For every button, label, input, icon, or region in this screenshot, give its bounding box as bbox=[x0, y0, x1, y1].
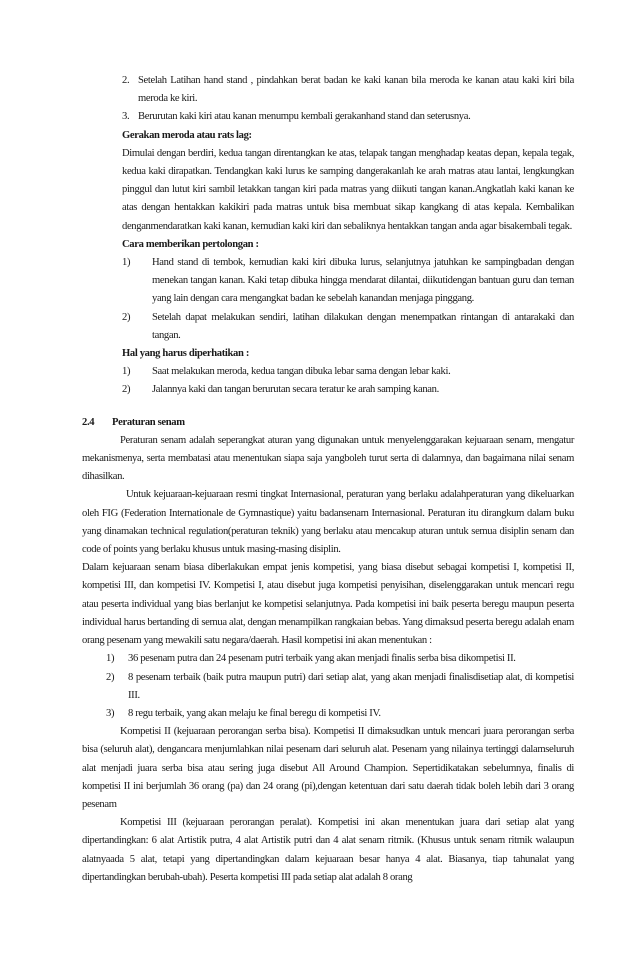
gerakan-heading: Gerakan meroda atau rats lag: bbox=[122, 129, 252, 141]
list-text: Saat melakukan meroda, kedua tangan dibuka lebar sama dengan lebar kaki. bbox=[152, 366, 451, 378]
list-text: 8 regu terbaik, yang akan melaju ke final beregu di kompetisi IV. bbox=[128, 707, 381, 719]
section-heading bbox=[82, 414, 574, 432]
paragraph: Untuk kejuaraan-kejuaraan resmi tingkat Internasional, peraturan yang berlaku adalahperaturan yang dikeluarkan oleh FIG (Federation Internationale de Gymnastique) yaitu badansenam Internasional. Peraturan itu dirangkum dalam buku yang dinamakan technical regulation(peraturan teknik) yang berlaku atau mencakup aturan untuk semua disiplin senam dan code of points yang berlaku khusus untuk masing-masing disiplin. bbox=[82, 489, 574, 556]
list-text: 8 pesenam terbaik (baik putra maupun putri) dari setiap alat, yang akan menjadi finalisdisetiap alat, di kompetisi III. bbox=[128, 671, 574, 701]
pertolongan-heading: Cara memberikan pertolongan : bbox=[122, 238, 259, 250]
list-number: 2) bbox=[106, 671, 115, 683]
paragraph: Kompetisi II (kejuaraan perorangan serba bisa). Kompetisi II dimaksudkan untuk mencari juara perorangan serba bisa (seluruh alat), dengancara menjumlahkan nilai pesenam dari seluruh alat. Pesenam yang nilainya tertinggi dalamseluruh alat menjadi juara serba bisa atau sering juga disebut All Around Champion. Sepertidikatakan sebelumnya, finalis di kompetisi II ini berjumlah 36 orang (pa) dan 24 orang (pi),dengan ketentuan dari satu daerah tidak boleh lebih dari 3 orang pesenam bbox=[82, 726, 574, 810]
list-item bbox=[106, 705, 574, 723]
list-item bbox=[106, 650, 574, 668]
list-top bbox=[82, 72, 574, 127]
paragraph: Kompetisi III (kejuaraan perorangan peralat). Kompetisi ini akan menentukan juara dari setiap alat yang dipertandingkan: 6 alat Artistik putra, 4 alat Artistik putri dan 4 alat senam ritmik. (Khusus untuk senam ritmik walaupun alatnyaada 5 alat, tetapi yang dipertandingkan dalam kejuaraan besar hanya 4 alat. Biasanya, tiap tahunalat yang dipertandingkan berubah-ubah). Peserta kompetisi III pada setiap alat adalah 8 orang bbox=[82, 817, 574, 883]
list-number: 2) bbox=[122, 384, 131, 396]
list-text: 36 pesenam putra dan 24 pesenam putri terbaik yang akan menjadi finalis serba bisa dikompetisi II. bbox=[128, 653, 516, 665]
gerakan-text: Dimulai dengan berdiri, kedua tangan direntangkan ke atas, telapak tangan menghadap keatas depan, kepala tegak, kedua kaki dirapatkan. Tendangkan kaki lurus ke samping dangerakanlah ke arah matras atau lantai, lengkungkan pinggul dan lutut kiri sambil letakkan tangan kiri pada matras yang diikuti tangan kanan.Angkatlah kaki kanan ke atas dengan hentakkan kakikiri pada matras untuk bisa membuat sikap kangkang di atas kepala. Kembalikan denganmendaratkan kaki kanan, kemudian kaki kiri dan sebaliknya hentakkan tangan anda agar bisakembali tegak. bbox=[122, 147, 574, 232]
list-number: 3. bbox=[122, 111, 130, 123]
list-number: 1) bbox=[122, 257, 131, 269]
list-item bbox=[106, 669, 574, 705]
list-item bbox=[122, 309, 574, 345]
list-number: 1) bbox=[106, 653, 115, 665]
list-text: Berurutan kaki kiri atau kanan menumpu kembali gerakanhand stand dan seterusnya. bbox=[138, 111, 471, 123]
list-item bbox=[122, 72, 574, 108]
list-text: Setelah Latihan hand stand , pindahkan berat badan ke kaki kanan bila meroda ke kanan atau kaki kiri bila meroda ke kiri. bbox=[138, 75, 574, 105]
list-number: 2) bbox=[122, 311, 131, 323]
list-number: 3) bbox=[106, 707, 115, 719]
paragraph: Dalam kejuaraan senam biasa diberlakukan empat jenis kompetisi, yang biasa disebut sebagai kompetisi I, kompetisi II, kompetisi III, dan kompetisi IV. Kompetisi I, atau disebut juga kompetisi penyisihan, diselenggarakan untuk mencari regu atau peserta individual yang bias berlanjut ke kompetisi selanjutnya. Pada kompetisi ini baik peserta beregu maupun peserta individual harus bertanding di semua alat, dengan menampilkan rangkaian bebas. Yang dimaksud peserta beregu adalah enam orang pesenam yang mewakili satu negara/daerah. Hasil kompetisi ini akan menentukan : bbox=[82, 562, 574, 647]
list-item bbox=[122, 108, 574, 126]
list-number: 1) bbox=[122, 366, 131, 378]
section-title: Peraturan senam bbox=[112, 416, 185, 428]
list-text: Hand stand di tembok, kemudian kaki kiri dibuka lurus, selanjutnya jatuhkan ke sampingbadan dengan menekan tangan kanan. Kaki tetap dibuka hingga mendarat dilantai, diikutidengan bantuan guru dan teman yang lain dengan cara mengangkat badan ke sebelah kanandan menjaga pinggang. bbox=[152, 257, 574, 305]
list-number: 2. bbox=[122, 75, 130, 86]
list-item bbox=[122, 363, 574, 381]
perhatikan-heading: Hal yang harus diperhatikan : bbox=[122, 348, 250, 360]
paragraph: Peraturan senam adalah seperangkat aturan yang digunakan untuk menyelenggarakan kejuaraan senam, mengatur mekanismenya, serta membatasi atau menentukan siapa saja yangboleh turut serta di dalamnya, dan bagaimana nilai senam dihasilkan. bbox=[82, 434, 574, 483]
list-item bbox=[122, 254, 574, 309]
list-text: Jalannya kaki dan tangan berurutan secara teratur ke arah samping kanan. bbox=[152, 384, 439, 396]
list-item bbox=[122, 381, 574, 399]
list-text: Setelah dapat melakukan sendiri, latihan dilakukan dengan menempatkan rintangan di antarakaki dan tangan. bbox=[152, 311, 574, 341]
section-number: 2.4 bbox=[82, 416, 95, 428]
